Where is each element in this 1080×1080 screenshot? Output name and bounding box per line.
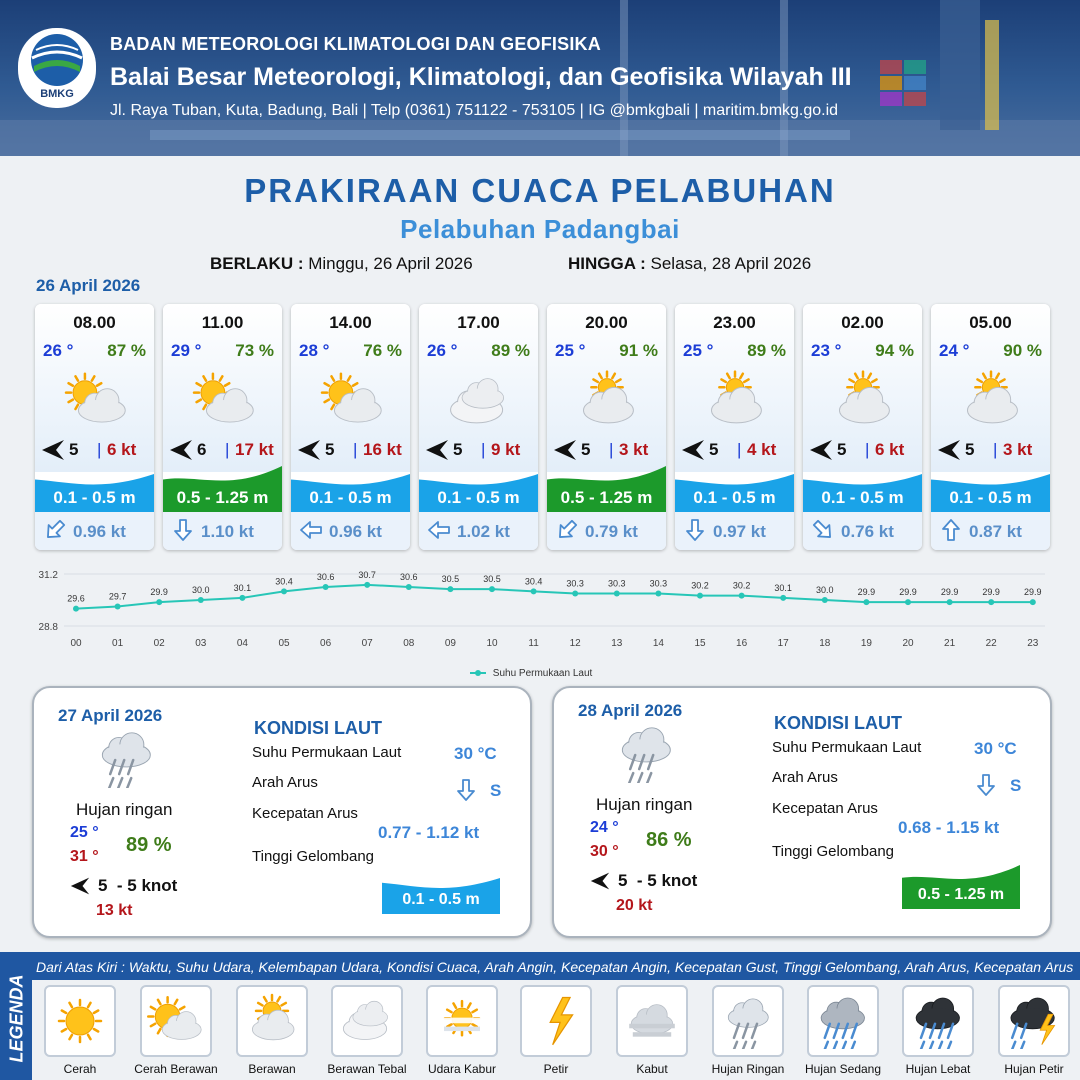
chart-point [572,591,578,597]
chart-point [406,584,412,590]
chart-data-label: 30.7 [358,569,376,580]
forecast-temp: 24 ° [939,341,970,360]
forecast-wave-height: 0.1 - 0.5 m [309,488,392,507]
forecast-time: 14.00 [329,313,372,332]
forecast-humidity: 73 % [235,341,274,360]
chart-data-label: 30.0 [816,585,834,595]
chart-point [323,584,329,590]
chart-point [988,599,994,605]
chart-data-label: 30.4 [524,576,543,587]
legend-item-label: Hujan Petir [1004,1062,1064,1076]
legend-item [902,985,974,1057]
wind-direction-icon [937,438,961,460]
chart-point [281,588,287,594]
berawan-tebal-icon [337,993,397,1054]
legend-item-label: Cerah [63,1062,97,1076]
legend-item [520,985,592,1057]
chart-data-label: 29.7 [108,591,127,602]
current-dir-label: Arah Arus [772,769,838,786]
chart-xtick-label: 16 [736,638,748,649]
legend-item [331,985,403,1057]
chart-xtick-label: 15 [694,638,706,649]
chart-xtick-label: 22 [985,638,997,649]
chart-point [447,586,453,592]
forecast-gust: 9 kt [491,440,521,459]
forecast-wind-speed: 5 [837,440,847,459]
validity-to-value: Selasa, 28 April 2026 [650,254,812,273]
chart-data-label: 30.2 [691,580,709,591]
forecast-card [163,304,282,550]
current-direction-icon [974,773,998,802]
chart-xtick-label: 08 [403,638,415,649]
hujan-ringan-icon [90,726,162,793]
legend-item-label: Hujan Ringan [711,1062,785,1076]
header-contact: Jl. Raya Tuban, Kuta, Badung, Bali | Telp (0361) 751122 - 753105 | IG @bmkgbali | maritim.bmkg.go.id [110,102,839,119]
berawan-icon [699,370,771,424]
chart-xtick-label: 06 [320,638,332,649]
chart-data-label: 30.5 [483,574,501,585]
chart-data-label: 29.9 [899,587,917,598]
wind-direction-icon [590,871,610,896]
forecast-temp: 26 ° [43,341,74,360]
forecast-gust: 16 kt [363,440,402,459]
sst-chart [0,556,1080,686]
logo-text: BMKG [40,88,74,100]
chart-xtick-label: 11 [528,638,539,649]
chart-data-label: 30.5 [441,574,460,585]
legend-item [236,985,308,1057]
chart-xtick-label: 13 [611,638,623,649]
day-date: 28 April 2026 [578,701,683,720]
chart-xtick-label: 10 [486,638,498,649]
cerah-berawan-icon [315,370,387,424]
cerah-icon [50,993,110,1054]
chart-data-label: 30.3 [566,578,584,589]
legend-item-label: Hujan Sedang [804,1062,882,1076]
forecast-time: 08.00 [73,313,116,332]
current-direction-icon [811,518,835,542]
cerah-berawan-icon [187,370,259,424]
current-speed-label: Kecepatan Arus [252,805,358,822]
sst-label: Suhu Permukaan Laut [252,744,402,761]
chart-xtick-label: 19 [860,638,872,649]
forecast-current-speed: 0.79 kt [585,522,638,541]
forecast-separator: | [97,440,102,459]
wind-direction-icon [809,438,833,460]
day-wave-height: 0.5 - 1.25 m [917,886,1005,903]
current-dir-value: S [1010,776,1022,795]
chart-data-label: 30.2 [732,580,751,591]
bmkg-logo [18,28,96,108]
chart-xtick-label: 21 [944,638,956,649]
chart-point [614,591,620,597]
sst-chart-svg [0,556,1080,666]
forecast-gust: 4 kt [747,440,777,459]
forecast-separator: | [993,440,998,459]
wave-height-label: Tinggi Gelombang [252,848,375,865]
header-org: BADAN METEOROLOGI KLIMATOLOGI DAN GEOFISIKA [110,34,601,54]
chart-point [905,599,911,605]
legend-item-label: Berawan [248,1062,296,1076]
current-speed-label: Kecepatan Arus [772,800,878,817]
forecast-time: 02.00 [841,313,884,332]
hujan-lebat-icon [908,993,968,1054]
hujan-ringan-icon [610,721,682,788]
forecast-current-speed: 1.10 kt [201,522,254,541]
forecast-wind-speed: 5 [709,440,719,459]
chart-point [531,588,537,594]
validity-from-value: Minggu, 26 April 2026 [308,254,473,273]
current-dir-value: S [490,781,502,800]
forecast-separator: | [609,440,614,459]
forecast-wind-speed: 5 [325,440,335,459]
day-wind: 5 - 5 knot [98,876,178,895]
forecast-humidity: 87 % [107,341,146,360]
forecast-current-speed: 0.87 kt [969,522,1022,541]
forecast-gust: 17 kt [235,440,274,459]
chart-legend-swatch [470,672,486,674]
kabut-icon [622,993,682,1054]
sst-value: 30 °C [974,739,1017,758]
current-speed-value: 0.77 - 1.12 kt [378,823,480,842]
legend-title: LEGENDA [6,974,27,1063]
cerah-berawan-icon [146,993,206,1054]
chart-data-label: 29.9 [857,587,876,598]
legend-item [712,985,784,1057]
berawan-icon [955,370,1027,424]
chart-xtick-label: 12 [569,638,581,649]
day-condition: Hujan ringan [596,795,693,814]
forecast-wave-height: 0.1 - 0.5 m [53,488,136,507]
chart-point [156,599,162,605]
chart-xtick-label: 00 [70,638,82,649]
berawan-tebal-icon [443,370,515,424]
chart-xtick-label: 23 [1027,638,1039,649]
forecast-separator: | [481,440,486,459]
forecast-temp: 28 ° [299,341,330,360]
hujan-sedang-icon [813,993,873,1054]
forecast-humidity: 89 % [491,341,530,360]
current-speed-value: 0.68 - 1.15 kt [898,818,1000,837]
chart-data-label: 30.1 [233,582,252,593]
chart-legend-label: Suhu Permukaan Laut [492,668,593,679]
validity-from [210,254,473,274]
sea-condition-title: KONDISI LAUT [254,718,382,738]
wind-direction-icon [169,438,193,460]
chart-data-label: 30.0 [192,585,210,595]
forecast-separator: | [353,440,358,459]
chart-point [947,599,953,605]
forecast-time: 17.00 [457,313,500,332]
forecast-time: 23.00 [713,313,756,332]
sea-condition-title: KONDISI LAUT [774,713,902,733]
forecast-wave-height: 0.1 - 0.5 m [693,488,776,507]
chart-ytick-label: 28.8 [38,622,58,633]
sst-label: Suhu Permukaan Laut [772,739,922,756]
day-date: 27 April 2026 [58,706,163,725]
chart-data-label: 29.9 [1024,587,1042,598]
legend-description: Dari Atas Kiri : Waktu, Suhu Udara, Kelembapan Udara, Kondisi Cuaca, Arah Angin, Kecepatan Angin, Kecepatan Gust, Tinggi Gelombang, Arah Arus, Kecepatan Arus [36,959,1074,975]
day-temp-max: 30 ° [590,843,619,860]
chart-xtick-label: 07 [361,638,373,649]
day-panel [32,686,532,938]
chart-xtick-label: 02 [153,638,165,649]
current-direction-icon [939,518,963,542]
forecast-humidity: 89 % [747,341,786,360]
current-dir-label: Arah Arus [252,774,318,791]
forecast-separator: | [225,440,230,459]
forecast-time: 05.00 [969,313,1012,332]
forecast-separator: | [865,440,870,459]
bmkg-logo-icon [18,28,96,88]
forecast-date: 26 April 2026 [36,276,141,295]
chart-point [115,604,121,610]
udara-kabur-icon [432,993,492,1054]
chart-point [73,606,79,612]
wind-direction-icon [297,438,321,460]
chart-xtick-label: 18 [819,638,831,649]
chart-xtick-label: 09 [444,638,456,649]
forecast-temp: 25 ° [683,341,714,360]
chart-data-label: 30.6 [316,572,335,582]
current-direction-icon [683,518,707,542]
chart-xtick-label: 20 [902,638,914,649]
forecast-humidity: 90 % [1003,341,1042,360]
forecast-wind-speed: 6 [197,440,207,459]
legend-item-label: Kabut [636,1062,668,1076]
validity-to-label: HINGGA : [568,254,646,273]
forecast-current-speed: 0.97 kt [713,522,766,541]
chart-xtick-label: 01 [112,638,124,649]
legend-item-label: Udara Kabur [427,1062,497,1076]
berawan-icon [827,370,899,424]
day-temp-min: 25 ° [70,824,99,841]
forecast-wind-speed: 5 [453,440,463,459]
legend-item-label: Berawan Tebal [327,1062,407,1076]
forecast-current-speed: 0.96 kt [73,522,126,541]
chart-data-label: 29.6 [67,593,85,604]
petir-icon [526,993,586,1054]
chart-data-label: 30.3 [649,578,668,589]
sst-value: 30 °C [454,744,497,763]
chart-point [739,593,745,599]
legend-item-label: Cerah Berawan [134,1062,218,1076]
forecast-humidity: 76 % [363,341,402,360]
current-direction-icon [454,778,478,807]
wind-direction-icon [425,438,449,460]
cerah-berawan-icon [59,370,131,424]
forecast-current-speed: 0.76 kt [841,522,894,541]
chart-point [198,597,204,603]
chart-point [489,586,495,592]
chart-data-label: 30.6 [400,572,418,582]
chart-data-label: 29.9 [982,587,1000,598]
forecast-temp: 25 ° [555,341,586,360]
chart-data-label: 30.4 [275,576,293,587]
page-title: PRAKIRAAN CUACA PELABUHAN [244,172,836,209]
berawan-icon [242,993,302,1054]
forecast-wave-height: 0.5 - 1.25 m [176,488,269,507]
wind-direction-icon [41,438,65,460]
chart-xtick-label: 04 [236,638,248,649]
forecast-card [291,304,410,550]
day-panel [552,686,1052,938]
forecast-gust: 3 kt [619,440,649,459]
chart-point [1030,599,1036,605]
forecast-temp: 26 ° [427,341,458,360]
forecast-wind-speed: 5 [965,440,975,459]
wind-direction-icon [553,438,577,460]
forecast-time: 20.00 [585,313,628,332]
forecast-wave-height: 0.1 - 0.5 m [949,488,1032,507]
forecast-wave-height: 0.1 - 0.5 m [821,488,904,507]
forecast-temp: 23 ° [811,341,842,360]
wind-direction-icon [70,876,90,901]
day-wind: 5 - 5 knot [618,871,698,890]
chart-point [822,597,828,603]
forecast-wind-speed: 5 [581,440,591,459]
chart-point [697,593,703,599]
forecast-wind-speed: 5 [69,440,79,459]
current-direction-icon [427,518,451,542]
day-wave-height: 0.1 - 0.5 m [402,891,480,908]
day-temp-max: 31 ° [70,848,99,865]
day-gust: 20 kt [616,897,653,914]
forecast-card [803,304,922,550]
chart-xtick-label: 17 [777,638,789,649]
chart-point [780,595,786,601]
chart-point [364,582,370,588]
forecast-current-speed: 0.96 kt [329,522,382,541]
forecast-gust: 6 kt [107,440,137,459]
forecast-humidity: 91 % [619,341,658,360]
hujan-ringan-icon [718,993,778,1054]
forecast-time: 11.00 [201,313,244,332]
forecast-wave-height: 0.5 - 1.25 m [560,488,653,507]
berawan-icon [571,370,643,424]
forecast-card [419,304,538,550]
current-direction-icon [171,518,195,542]
header-banner [0,0,1080,156]
page-subtitle: Pelabuhan Padangbai [400,214,680,244]
current-direction-icon [299,518,323,542]
forecast-card [675,304,794,550]
validity-to [568,254,811,274]
forecast-gust: 3 kt [1003,440,1033,459]
forecast-current-speed: 1.02 kt [457,522,510,541]
legend-item [616,985,688,1057]
legend-item [426,985,498,1057]
legend-item-label: Hujan Lebat [905,1062,971,1076]
current-direction-icon [555,518,579,542]
forecast-gust: 6 kt [875,440,905,459]
wave-height-label: Tinggi Gelombang [772,843,895,860]
legend-side-label [2,958,30,1076]
legend-item [807,985,879,1057]
legend-item [998,985,1070,1057]
forecast-card [547,304,666,550]
forecast-card [931,304,1050,550]
chart-data-label: 29.9 [940,587,959,598]
chart-data-label: 30.3 [608,578,626,589]
forecast-wave-height: 0.1 - 0.5 m [437,488,520,507]
forecast-humidity: 94 % [875,341,914,360]
day-condition: Hujan ringan [76,800,173,819]
legend-item [44,985,116,1057]
chart-point [863,599,869,605]
wind-direction-icon [681,438,705,460]
forecast-separator: | [737,440,742,459]
chart-point [239,595,245,601]
chart-xtick-label: 05 [278,638,290,649]
legend-item-label: Petir [543,1062,569,1076]
chart-legend [470,668,592,679]
current-direction-icon [43,518,67,542]
day-humidity: 89 % [126,834,172,856]
day-humidity: 86 % [646,829,692,851]
chart-ytick-label: 31.2 [38,570,58,581]
validity-from-label: BERLAKU : [210,254,304,273]
day-temp-min: 24 ° [590,819,619,836]
chart-xtick-label: 14 [652,638,664,649]
hujan-petir-icon [1004,993,1064,1054]
forecast-card [35,304,154,550]
chart-xtick-label: 03 [195,638,207,649]
day-gust: 13 kt [96,902,133,919]
chart-point [655,591,661,597]
forecast-temp: 29 ° [171,341,202,360]
chart-data-label: 29.9 [150,587,168,598]
chart-data-label: 30.1 [774,582,792,593]
legend-item [140,985,212,1057]
header-office: Balai Besar Meteorologi, Klimatologi, dan Geofisika Wilayah III [110,63,852,91]
